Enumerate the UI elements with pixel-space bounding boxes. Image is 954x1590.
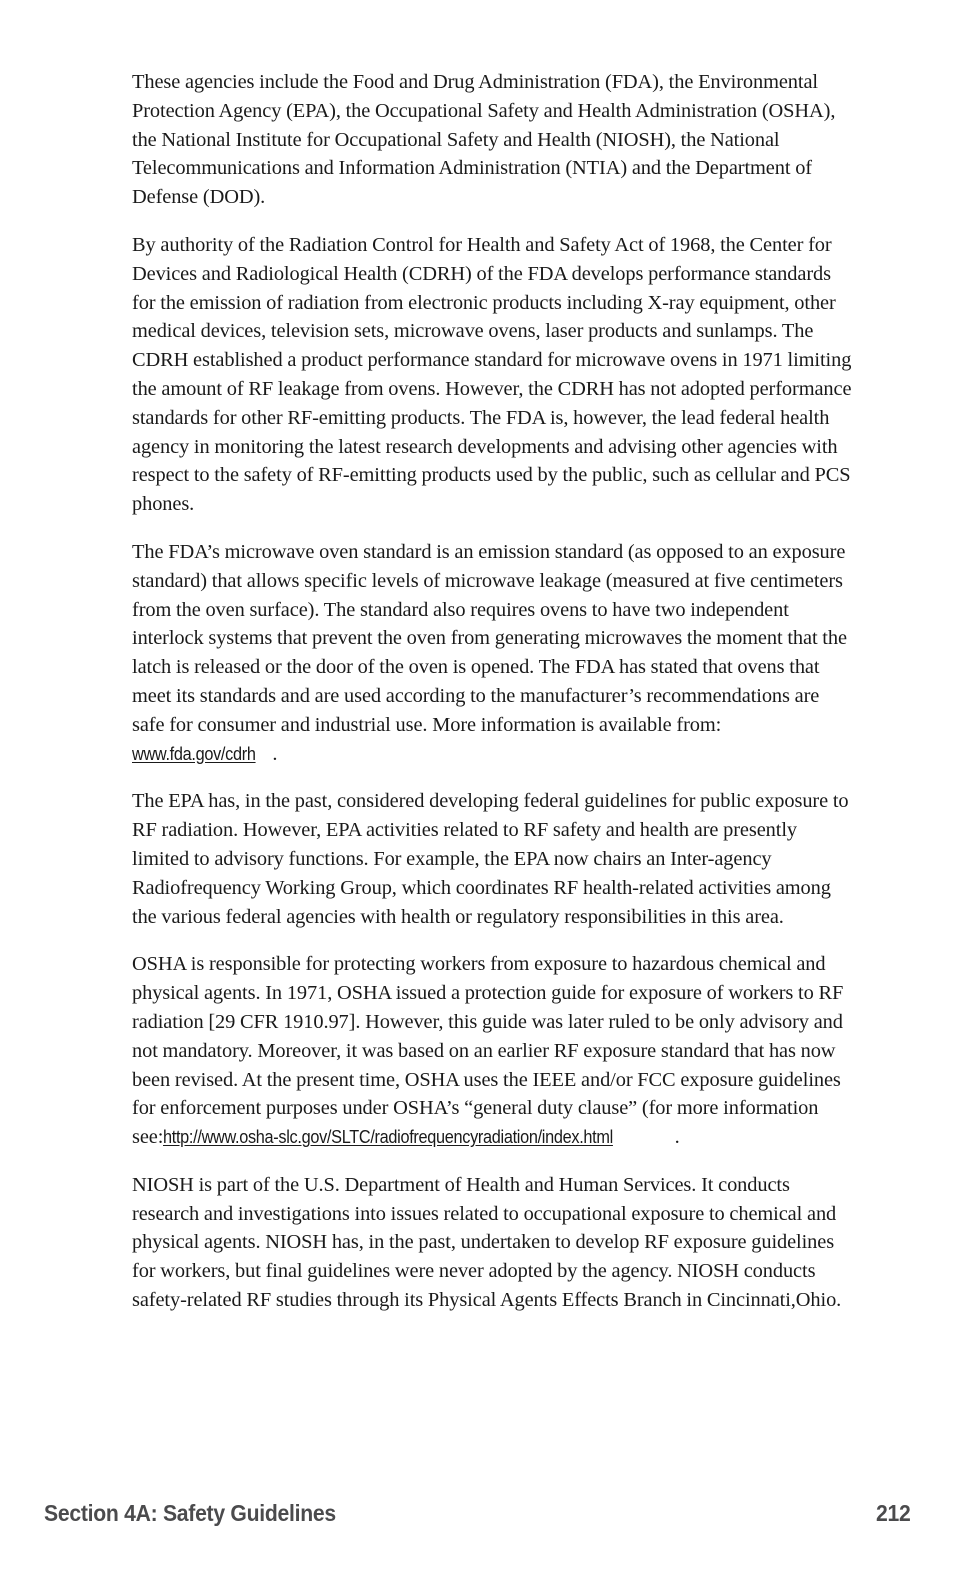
footer-page-number: 212 <box>875 1500 910 1526</box>
link-fda-cdrh[interactable]: www.fda.gov/cdrh <box>132 742 256 764</box>
paragraph-epa-guidelines: The EPA has, in the past, considered developing federal guidelines for public exposure to RF radiation. However, EPA activities related to RF safety and health are presently limited to advisory functions. For example, the EPA now chairs an Inter-agency Radiofrequency Working Group, which coordinates RF health-related activities among the various federal agencies with health or regulatory responsibilities in this area. <box>132 790 849 928</box>
paragraph-text-segment: . <box>272 742 278 765</box>
link-osha-radiofrequency-radiation[interactable]: http://www.osha-slc.gov/SLTC/radiofrequencyradiation/index.html <box>163 1126 614 1148</box>
paragraph-cdrh-authority: By authority of the Radiation Control for Health and Safety Act of 1968, the Center for Devices and Radiological Health (CDRH) of the FDA develops performance standards for the emission of radiation from electronic products including X-ray equipment, other medical devices, television sets, microwave ovens, laser products and sunlamps. The CDRH established a product performance standard for microwave ovens in 1971 limiting the amount of RF leakage from ovens. However, the CDRH has not adopted performance standards for other RF-emitting products. The FDA is, however, the lead federal health agency in monitoring the latest research developments and advising other agencies with respect to the safety of RF-emitting products used by the public, such as cellular and PCS phones. <box>132 233 852 516</box>
paragraph-osha-protection <box>132 950 854 1152</box>
footer-section-title: Section 4A: Safety Guidelines <box>44 1500 336 1526</box>
paragraph-text-segment: OSHA is responsible for protecting workers from exposure to hazardous chemical and physical agents. In 1971, OSHA issued a protection guide for exposure of workers to RF radiation [29 CFR 1910.97]. However, this guide was later ruled to be only advisory and not mandatory. Moreover, it was based on an earlier RF exposure standard that has now been revised. At the present time, OSHA uses the IEEE and/or FCC exposure guidelines for enforcement purposes under OSHA’s “general duty clause” (for more information see: <box>132 953 844 1149</box>
page-footer <box>44 1500 910 1540</box>
paragraph-niosh-research: NIOSH is part of the U.S. Department of Health and Human Services. It conducts research and investigations into issues related to occupational exposure to chemical and physical agents. NIOSH has, in the past, undertaken to develop RF exposure guidelines for workers, but final guidelines were never adopted by the agency. NIOSH conducts safety-related RF studies through its Physical Agents Effects Branch in Cincinnati,Ohio. <box>132 1173 842 1312</box>
paragraph-text-segment: The FDA’s microwave oven standard is an emission standard (as opposed to an exposure standard) that allows specific levels of microwave leakage (measured at five centimeters from the oven surface). The standard also requires ovens to have two independent interlock systems that prevent the oven from generating microwaves the moment that the latch is released or the door of the oven is opened. The FDA has stated that ovens that meet its standards and are used according to the manufacturer’s recommendations are safe for consumer and industrial use. More information is available from: <box>132 540 847 736</box>
page-body-content <box>132 68 854 1315</box>
paragraph-fda-microwave-standard <box>132 538 854 768</box>
paragraph-text-segment: . <box>674 1126 680 1149</box>
paragraph-agencies-list: These agencies include the Food and Drug Administration (FDA), the Environmental Protection Agency (EPA), the Occupational Safety and Health Administration (OSHA), the National Institute for Occupational Safety and Health (NIOSH), the National Telecommunications and Information Administration (NTIA) and the Department of Defense (DOD). <box>132 71 836 209</box>
